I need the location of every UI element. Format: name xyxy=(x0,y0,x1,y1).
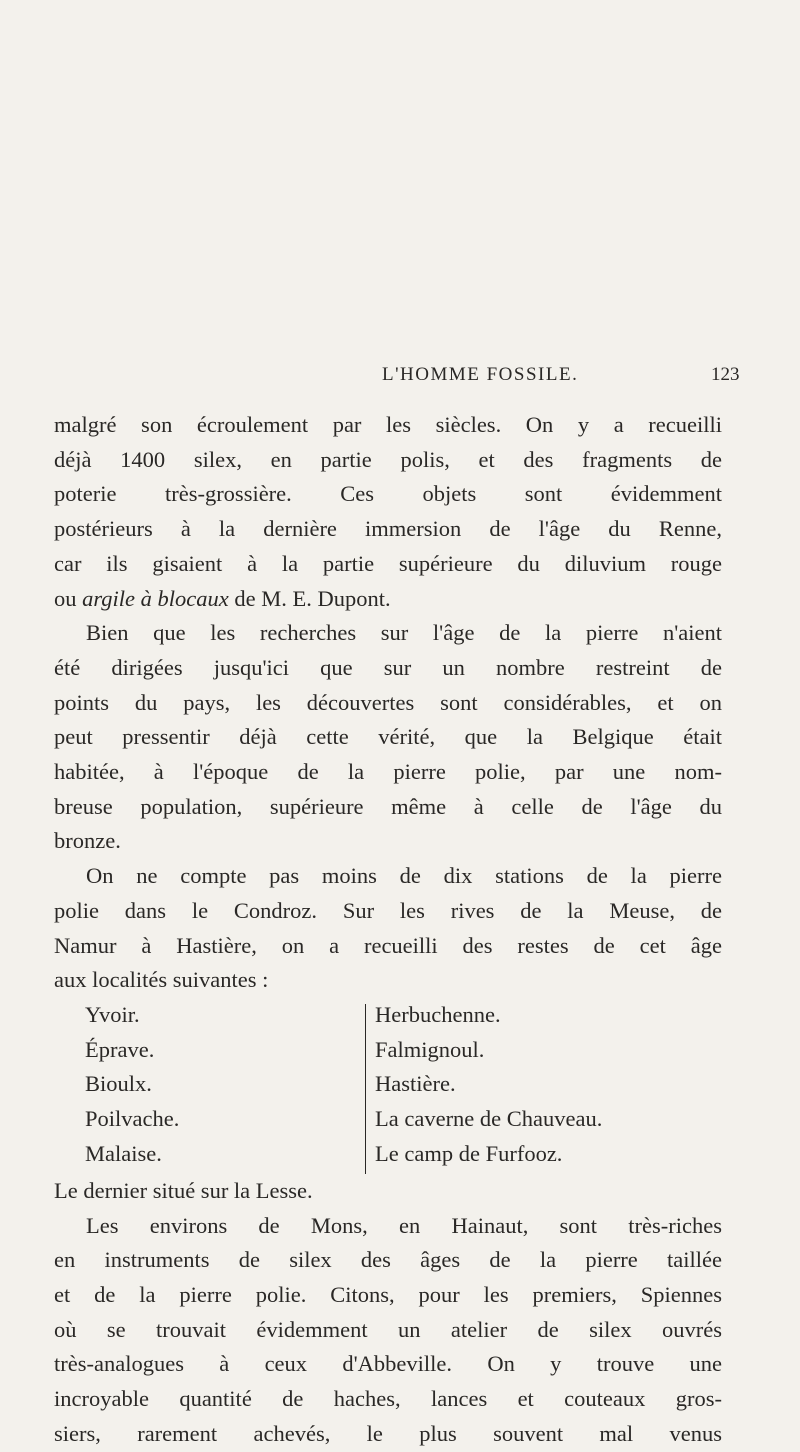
italic-term: argile à blocaux xyxy=(82,585,229,611)
locality-item: Bioulx. xyxy=(85,1071,152,1097)
text-line xyxy=(54,582,722,617)
text-line: et de la pierre polie. Citons, pour les premiers, Spiennes xyxy=(54,1282,722,1308)
locality-item: Hastière. xyxy=(375,1071,456,1097)
text-run: ou xyxy=(54,585,83,611)
text-line: car ils gisaient à la partie supérieure du diluvium rouge xyxy=(54,550,722,576)
text-line: incroyable quantité de haches, lances et couteaux gros- xyxy=(54,1386,722,1412)
text-line: polie dans le Condroz. Sur les rives de la Meuse, de xyxy=(54,897,722,923)
text-line: Le dernier situé sur la Lesse. xyxy=(54,1177,313,1203)
text-line: déjà 1400 silex, en partie polis, et des fragments de xyxy=(54,446,722,472)
running-title: L'HOMME FOSSILE. xyxy=(382,364,579,385)
text-line: Namur à Hastière, on a recueilli des restes de cet âge xyxy=(54,932,722,958)
text-run: de M. E. Dupont. xyxy=(228,585,391,611)
text-line: où se trouvait évidemment un atelier de silex ouvrés xyxy=(54,1316,722,1342)
locality-item: Falmignoul. xyxy=(375,1036,485,1062)
page-number: 123 xyxy=(711,364,740,385)
locality-item: Poilvache. xyxy=(85,1106,180,1132)
localities-left-column xyxy=(54,998,365,1174)
text-line: On ne compte pas moins de dix stations de la pierre xyxy=(86,863,722,889)
localities-list xyxy=(54,998,722,1174)
locality-item: Herbuchenne. xyxy=(375,1001,501,1027)
locality-item: Malaise. xyxy=(85,1140,162,1166)
localities-right-column xyxy=(366,998,602,1174)
text-line: poterie très-grossière. Ces objets sont évidemment xyxy=(54,481,722,507)
locality-item: Le camp de Furfooz. xyxy=(375,1140,563,1166)
text-line: aux localités suivantes : xyxy=(54,967,269,993)
running-head xyxy=(0,364,800,394)
text-line: été dirigées jusqu'ici que sur un nombre restreint de xyxy=(54,654,722,680)
text-line: siers, rarement achevés, le plus souvent mal venus xyxy=(54,1420,722,1446)
text-line: Bien que les recherches sur l'âge de la pierre n'aient xyxy=(86,620,722,646)
text-line: points du pays, les découvertes sont considérables, et on xyxy=(54,689,722,715)
text-line: en instruments de silex des âges de la pierre taillée xyxy=(54,1247,722,1273)
locality-item: Éprave. xyxy=(85,1036,155,1062)
text-line: bronze. xyxy=(54,828,121,854)
locality-item: Yvoir. xyxy=(85,1001,140,1027)
text-line: postérieurs à la dernière immersion de l'âge du Renne, xyxy=(54,516,722,542)
text-line: breuse population, supérieure même à celle de l'âge du xyxy=(54,793,722,819)
text-line: très-analogues à ceux d'Abbeville. On y trouve une xyxy=(54,1351,722,1377)
text-line: peut pressentir déjà cette vérité, que la Belgique était xyxy=(54,724,722,750)
text-line: Les environs de Mons, en Hainaut, sont très-riches xyxy=(86,1212,722,1238)
locality-item: La caverne de Chauveau. xyxy=(375,1106,603,1132)
text-line: malgré son écroulement par les siècles. On y a recueilli xyxy=(54,412,722,437)
body-text xyxy=(54,408,722,1452)
text-line: habitée, à l'époque de la pierre polie, par une nom- xyxy=(54,759,722,785)
